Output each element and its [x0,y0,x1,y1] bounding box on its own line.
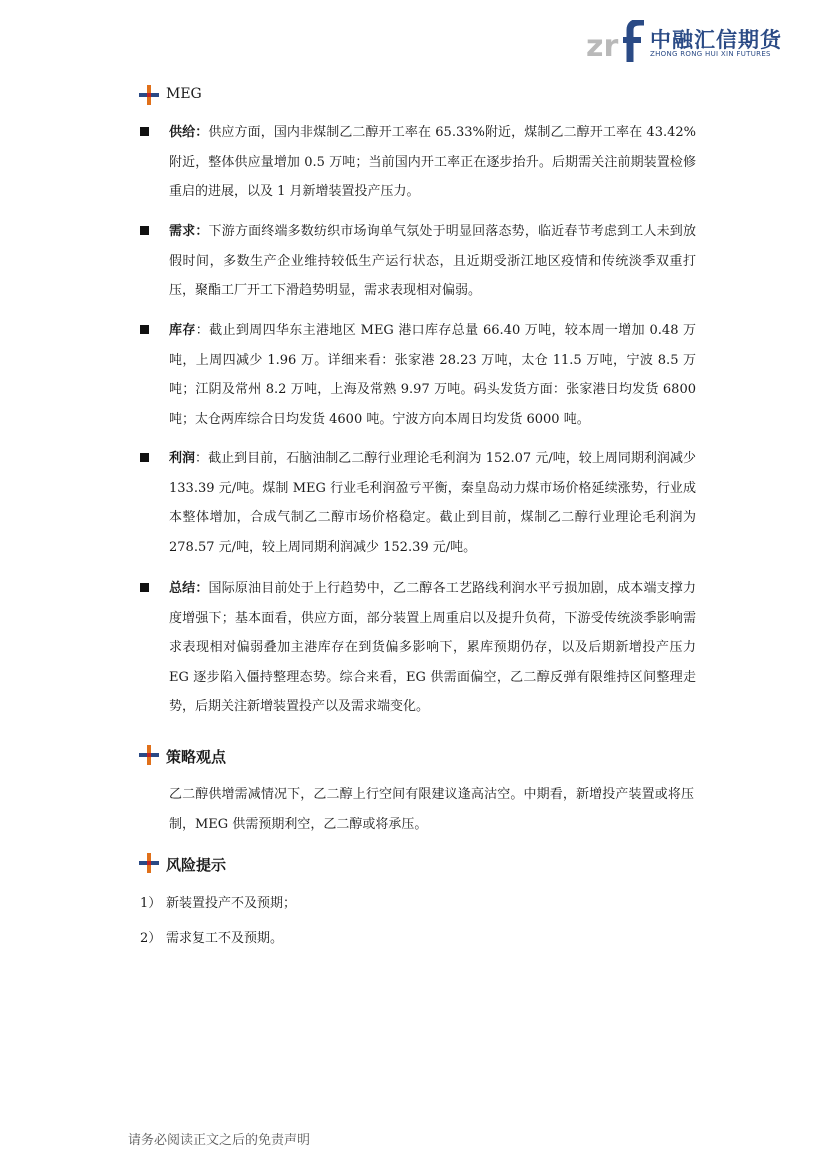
bullet-label: 需求： [169,224,209,239]
bullet-text: 供应方面，国内非煤制乙二醇开工率在 65.33%附近，煤制乙二醇开工率在 43.42%附近，整体供应量增加 0.5 万吨；当前国内开工率正在逐步抬升。后期需关注前期装置检修重启的进展，以及 1 月新增装置投产压力。 [169,125,696,199]
logo-chinese-name: 中融汇信期货 [650,28,782,52]
cross-bullet-icon [138,852,160,874]
bullet-inventory [140,316,696,434]
square-bullet-icon [140,583,149,592]
risk-item [140,927,283,946]
bullet-text: ：截止到目前，石脑油制乙二醇行业理论毛利润为 152.07 元/吨，较上周同期利润减少 133.39 元/吨。煤制 MEG 行业毛利润盈亏平衡，秦皇岛动力煤市场价格延续涨势，行业成本整体增加，合成气制乙二醇市场价格稳定。截止到目前，煤制乙二醇行业理论毛利润为 278.57 元/吨，较上周同期利润减少 152.39 元/吨。 [169,451,696,555]
risk-text: 新装置投产不及预期； [166,896,297,911]
risk-number: 1） [140,896,162,911]
cross-bullet-icon [138,744,160,766]
bullet-label: 总结： [169,581,209,596]
bullet-demand [140,217,696,306]
bullet-supply [140,118,696,207]
section-title: 风险提示 [166,856,227,874]
square-bullet-icon [140,325,149,334]
svg-text:zr: zr [586,29,619,64]
risk-item [140,892,296,911]
square-bullet-icon [140,453,149,462]
logo-english-name: ZHONG RONG HUI XIN FUTURES [650,50,771,58]
bullet-summary [140,574,696,722]
square-bullet-icon [140,127,149,136]
cross-bullet-icon [138,84,160,106]
zrf-logo-mark [586,20,646,64]
section-title: MEG [166,86,202,102]
bullet-text: ：截止到周四华东主港地区 MEG 港口库存总量 66.40 万吨，较本周一增加 0.48 万吨，上周四减少 1.96 万。详细来看：张家港 28.23 万吨，太仓 11.5 万吨，宁波 8.5 万吨；江阴及常州 8.2 万吨，上海及常熟 9.97 万吨。码头发货方面：张家港日均发货 6800 吨；太仓两库综合日均发货 4600 吨。宁波方向本周日均发货 6000 吨。 [169,323,696,427]
bullet-label: 供给： [169,125,209,140]
strategy-paragraph: 乙二醇供增需减情况下，乙二醇上行空间有限建议逢高沽空。中期看，新增投产装置或将压制，MEG 供需预期利空，乙二醇或将承压。 [169,787,694,832]
bullet-profit [140,444,696,562]
bullet-label: 利润 [169,451,196,466]
bullet-text: 下游方面终端多数纺织市场询单气氛处于明显回落态势，临近春节考虑到工人未到放假时间，多数生产企业维持较低生产运行状态，且近期受浙江地区疫情和传统淡季双重打压，聚酯工厂开工下滑趋势明显，需求表现相对偏弱。 [169,224,696,298]
company-logo [586,20,786,65]
risk-text: 需求复工不及预期。 [166,931,284,946]
section-title: 策略观点 [166,748,227,766]
bullet-text: 国际原油目前处于上行趋势中，乙二醇各工艺路线利润水平亏损加剧，成本端支撑力度增强下；基本面看，供应方面，部分装置上周重启以及提升负荷，下游受传统淡季影响需求表现相对偏弱叠加主港库存在到货偏多影响下，累库预期仍存，以及后期新增投产压力 EG 逐步陷入僵持整理态势。综合来看，EG 供需面偏空，乙二醇反弹有限维持区间整理走势，后期关注新增装置投产以及需求端变化。 [169,581,696,714]
square-bullet-icon [140,226,149,235]
disclaimer-footer: 请务必阅读正文之后的免责声明 [128,1133,311,1148]
bullet-label: 库存 [169,323,196,338]
risk-number: 2） [140,931,162,946]
